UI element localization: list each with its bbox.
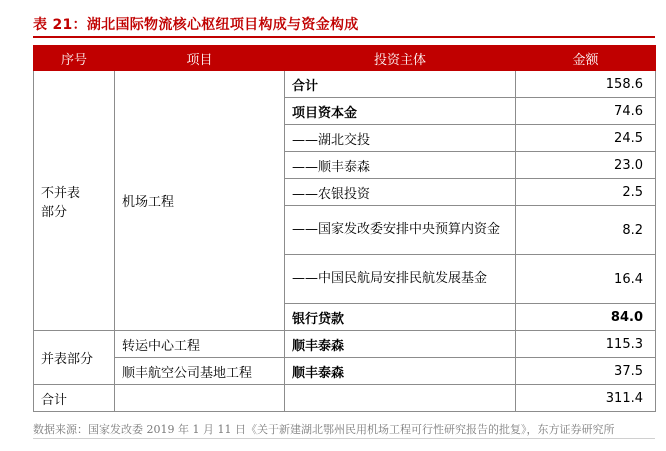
amount-cell: 158.6 [516,71,656,98]
project-cell: 顺丰航空公司基地工程 [115,358,285,385]
seq-cell-unconsolidated: 不并表部分 [34,71,115,331]
total-amount: 311.4 [516,385,656,412]
investment-table [33,45,656,412]
seq-cell-consolidated: 并表部分 [34,331,115,385]
amount-cell: 24.5 [516,125,656,152]
subject-cell: ——农银投资 [285,179,516,206]
title-divider [33,36,655,38]
table-row [34,331,656,358]
empty-cell [285,385,516,412]
amount-cell: 115.3 [516,331,656,358]
amount-cell: 8.2 [516,206,656,255]
subject-cell: 合计 [285,71,516,98]
total-label: 合计 [34,385,115,412]
source-note: 数据来源：国家发改委 2019 年 1 月 11 日《关于新建湖北鄂州民用机场工程可行性研究报告的批复》，东方证券研究所 [33,423,615,436]
amount-cell: 37.5 [516,358,656,385]
project-cell-airport: 机场工程 [115,71,285,331]
subject-cell: 银行贷款 [285,304,516,331]
subject-cell: 顺丰泰森 [285,331,516,358]
subject-cell: ——国家发改委安排中央预算内资金 [285,206,516,255]
header-amount: 金额 [516,46,656,71]
header-subject: 投资主体 [285,46,516,71]
subject-cell: ——湖北交投 [285,125,516,152]
table-row [34,358,656,385]
table-row [34,71,656,98]
header-project: 项目 [115,46,285,71]
amount-cell: 74.6 [516,98,656,125]
project-cell: 转运中心工程 [115,331,285,358]
subject-cell: 项目资本金 [285,98,516,125]
subject-cell: 顺丰泰森 [285,358,516,385]
total-row [34,385,656,412]
bottom-divider [33,438,655,439]
amount-cell: 23.0 [516,152,656,179]
amount-cell: 16.4 [516,255,656,304]
table-title: 表 21：湖北国际物流核心枢纽项目构成与资金构成 [33,17,359,33]
subject-cell: ——顺丰泰森 [285,152,516,179]
header-seq: 序号 [34,46,115,71]
amount-cell: 84.0 [516,304,656,331]
subject-cell: ——中国民航局安排民航发展基金 [285,255,516,304]
header-row [34,46,656,71]
empty-cell [115,385,285,412]
amount-cell: 2.5 [516,179,656,206]
